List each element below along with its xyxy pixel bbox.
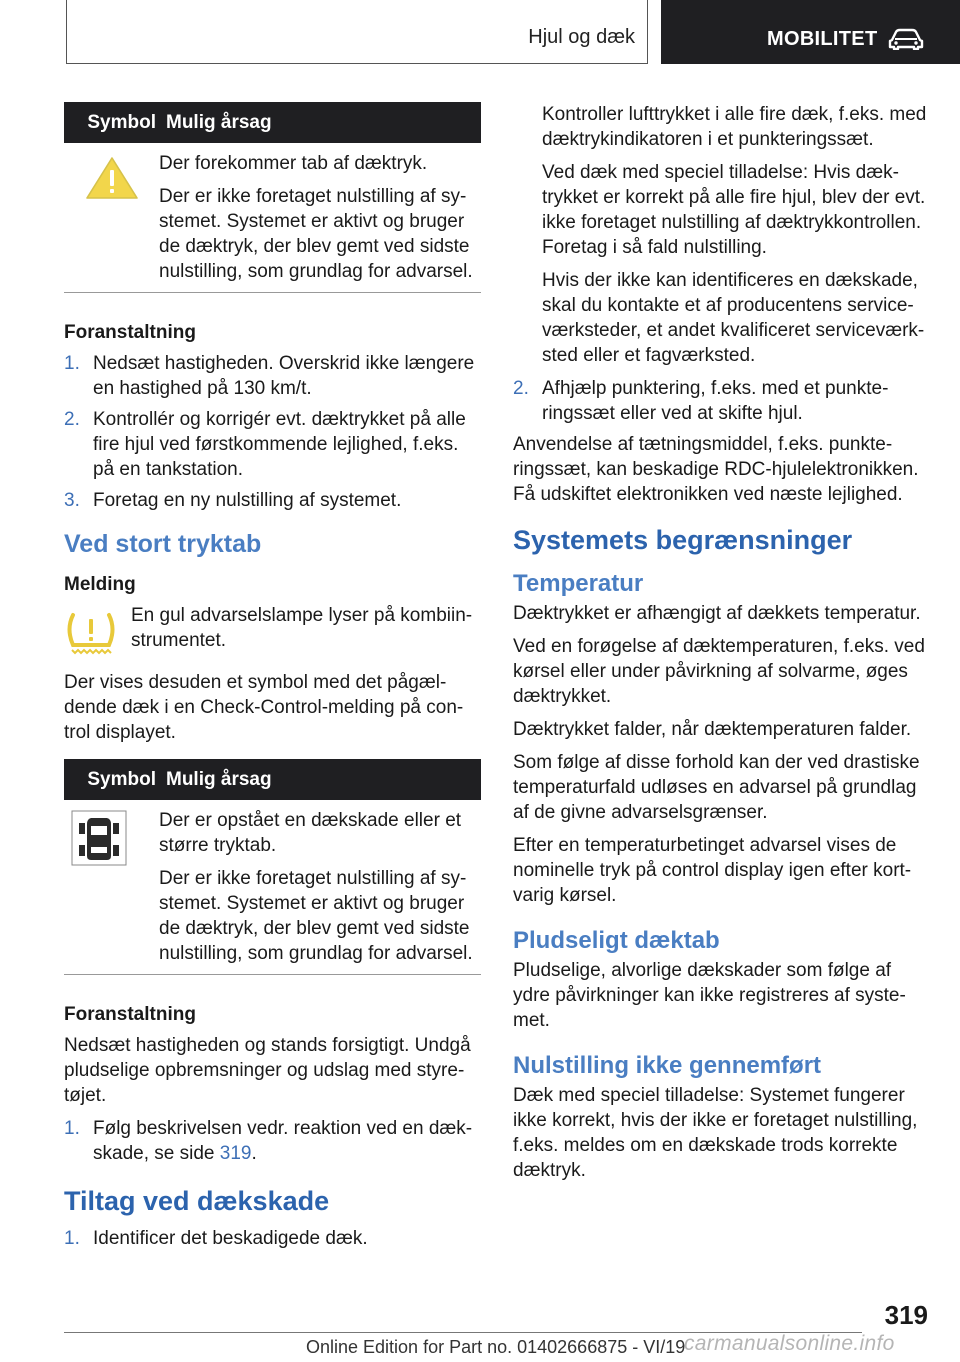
chapter-title: MOBILITET bbox=[767, 28, 878, 50]
heading-sudden-loss: Pludseligt dæktab bbox=[513, 927, 720, 954]
page-number: 319 bbox=[884, 1300, 928, 1330]
also-text: Der vises desuden et symbol med det pågæl-dende dæk i en Check-Control-melding på con-trol displayet. bbox=[64, 672, 464, 743]
message-title: Melding bbox=[64, 574, 136, 595]
paragraph: Anvendelse af tætningsmiddel, f.eks. punkte-ringssæt, kan beskadige RDC-hjulelektronikken. Få udskiftet elektronikken ved næste lejlighed. bbox=[513, 434, 919, 505]
measure-title: Foranstaltning bbox=[64, 1004, 196, 1025]
paragraph: Hvis der ikke kan identificeres en dækskade, skal du kontakte et af producentens service-værksteder, et andet kvalificeret serviceværk-sted eller et fagværksted. bbox=[542, 270, 925, 366]
symbol-table-2 bbox=[64, 759, 481, 975]
paragraph: Dæktrykket falder, når dæktemperaturen falder. bbox=[513, 719, 912, 740]
paragraph: Som følge af disse forhold kan der ved drastiske temperaturfald udløses en advarsel på grundlag af de givne advarselsgrænser. bbox=[513, 752, 920, 823]
heading-temperature: Temperatur bbox=[513, 570, 644, 597]
table-header bbox=[64, 759, 481, 800]
column-symbol: Symbol bbox=[87, 111, 156, 133]
table-row bbox=[64, 800, 481, 975]
paragraph: Ved dæk med speciel tilladelse: Hvis dæk-trykket er korrekt på alle fire hjul, blev der evt. ikke foretaget nulstilling af dæktrykkontrollen. Foretag i så fald nulstilling. bbox=[542, 162, 926, 258]
list-item: 1. Nedsæt hastigheden. Overskrid ikke længere en hastighed på 130 km/t. bbox=[64, 353, 475, 399]
list-item: 1. Identificer det beskadigede dæk. bbox=[64, 1228, 368, 1249]
symbol-table-1 bbox=[64, 102, 481, 293]
column-cause: Mulig årsag bbox=[166, 111, 272, 133]
page-link[interactable]: 319 bbox=[219, 1143, 252, 1164]
heading-reset: Nulstilling ikke gennemført bbox=[513, 1052, 822, 1079]
heading-big-loss: Ved stort tryktab bbox=[64, 530, 262, 558]
edition-text: Online Edition for Part no. 01402666875 - VI/19 bbox=[306, 1337, 686, 1357]
cause-text: Der er ikke foretaget nulstilling af sy-stemet. Systemet er aktivt og bruger de dæktryk, der blev gemt ved sidste nulstilling, som grundlag for advarsel. bbox=[159, 186, 473, 282]
cause-text: Der er ikke foretaget nulstilling af sy-stemet. Systemet er aktivt og bruger de dæktryk, der blev gemt ved sidste nulstilling, som grundlag for advarsel. bbox=[159, 868, 473, 964]
message-text: En gul advarselslampe lyser på kombiin-strumentet. bbox=[131, 605, 473, 651]
tire-pressure-warning-icon bbox=[64, 603, 131, 662]
header-section-box bbox=[66, 0, 648, 64]
car-tires-topview-icon bbox=[64, 808, 158, 966]
section-title: Hjul og dæk bbox=[528, 26, 635, 48]
cause-text: Der er opstået en dækskade eller et større tryktab. bbox=[159, 810, 462, 856]
paragraph: Pludselige, alvorlige dækskader som følge af ydre påvirkninger kan ikke registreres af syste-met. bbox=[513, 960, 906, 1031]
list-item: 1. Følg beskrivelsen vedr. reaktion ved en dæk-skade, se side 319. bbox=[64, 1118, 473, 1164]
watermark: carmanualsonline.info bbox=[684, 1332, 895, 1355]
paragraph: Dæktrykket er afhængigt af dækkets temperatur. bbox=[513, 603, 921, 624]
warning-triangle-icon bbox=[64, 151, 158, 284]
column-cause: Mulig årsag bbox=[166, 768, 272, 790]
list-item: 2. Kontrollér og korrigér evt. dæktrykket på alle fire hjul ved førstkommende lejlighed, f.eks. på en tankstation. bbox=[64, 409, 466, 480]
table-header bbox=[64, 102, 481, 143]
heading-tire-damage: Tiltag ved dækskade bbox=[64, 1186, 330, 1216]
left-column bbox=[64, 102, 481, 1257]
cause-text: Der forekommer tab af dæktryk. bbox=[159, 153, 428, 174]
column-symbol: Symbol bbox=[87, 768, 156, 790]
message-row bbox=[64, 603, 481, 662]
measure-list bbox=[64, 351, 481, 513]
table-row bbox=[64, 143, 481, 293]
measure-title: Foranstaltning bbox=[64, 322, 196, 343]
heading-limits: Systemets begrænsninger bbox=[513, 525, 853, 555]
paragraph: Kontroller lufttrykket i alle fire dæk, f.eks. med dæktrykindikatoren i et punkteringssæt. bbox=[542, 104, 927, 150]
list-item: 3. Foretag en ny nulstilling af systemet. bbox=[64, 490, 402, 511]
paragraph: Ved en forøgelse af dæktemperaturen, f.eks. ved kørsel eller under påvirkning af solvarme, øges dæktrykket. bbox=[513, 636, 925, 707]
paragraph: Dæk med speciel tilladelse: Systemet fungerer ikke korrekt, hvis der ikke er foretaget nulstilling, f.eks. meldes om en dækskade trods korrekte dæktryk. bbox=[513, 1085, 918, 1181]
paragraph: Efter en temperaturbetinget advarsel vises de nominelle tryk på control display igen efter kort-varig kørsel. bbox=[513, 835, 912, 906]
measure-text: Nedsæt hastigheden og stands forsigtigt. Undgå pludselige opbremsninger og udslag med styre-tøjet. bbox=[64, 1035, 471, 1106]
list-item: 2. Afhjælp punktering, f.eks. med et punkte-ringssæt eller ved at skifte hjul. bbox=[513, 378, 889, 424]
car-icon bbox=[888, 28, 924, 50]
right-column bbox=[513, 102, 930, 1191]
